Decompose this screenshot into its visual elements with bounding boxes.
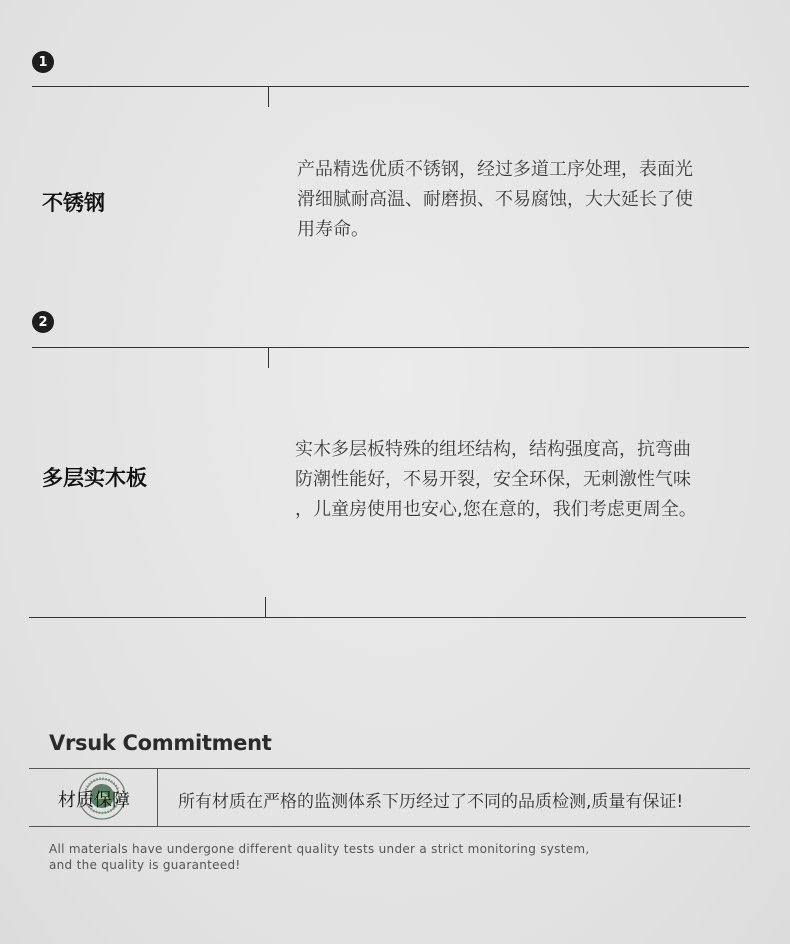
- commitment-english-text: All materials have undergone different quality tests under a strict monitoring system, and the quality is guaranteed!: [49, 842, 590, 872]
- feature-title: 不锈钢: [42, 191, 105, 215]
- section-divider: [29, 617, 746, 618]
- commitment-heading: Vrsuk Commitment: [49, 731, 272, 755]
- section-divider: [32, 347, 749, 348]
- divider-tick: [265, 597, 266, 618]
- commitment-text: 所有材质在严格的监测体系下历经过了不同的品质检测,质量有保证!: [178, 792, 684, 812]
- commitment-divider: [157, 768, 158, 826]
- divider-tick: [268, 86, 269, 107]
- feature-title: 多层实木板: [42, 466, 147, 490]
- divider-tick: [268, 347, 269, 368]
- commitment-label: 材质保障: [58, 790, 130, 811]
- feature-number-badge: 2: [32, 311, 54, 333]
- section-divider: [32, 86, 749, 87]
- feature-number-badge: 1: [32, 51, 54, 73]
- feature-description: 实木多层板特殊的组坯结构，结构强度高，抗弯曲 防潮性能好，不易开裂，安全环保，无刺激性气味 ，儿童房使用也安心,您在意的，我们考虑更周全。: [295, 439, 697, 520]
- feature-description: 产品精选优质不锈钢，经过多道工序处理，表面光 滑细腻耐高温、耐磨损、不易腐蚀，大大延长了使 用寿命。: [297, 159, 693, 240]
